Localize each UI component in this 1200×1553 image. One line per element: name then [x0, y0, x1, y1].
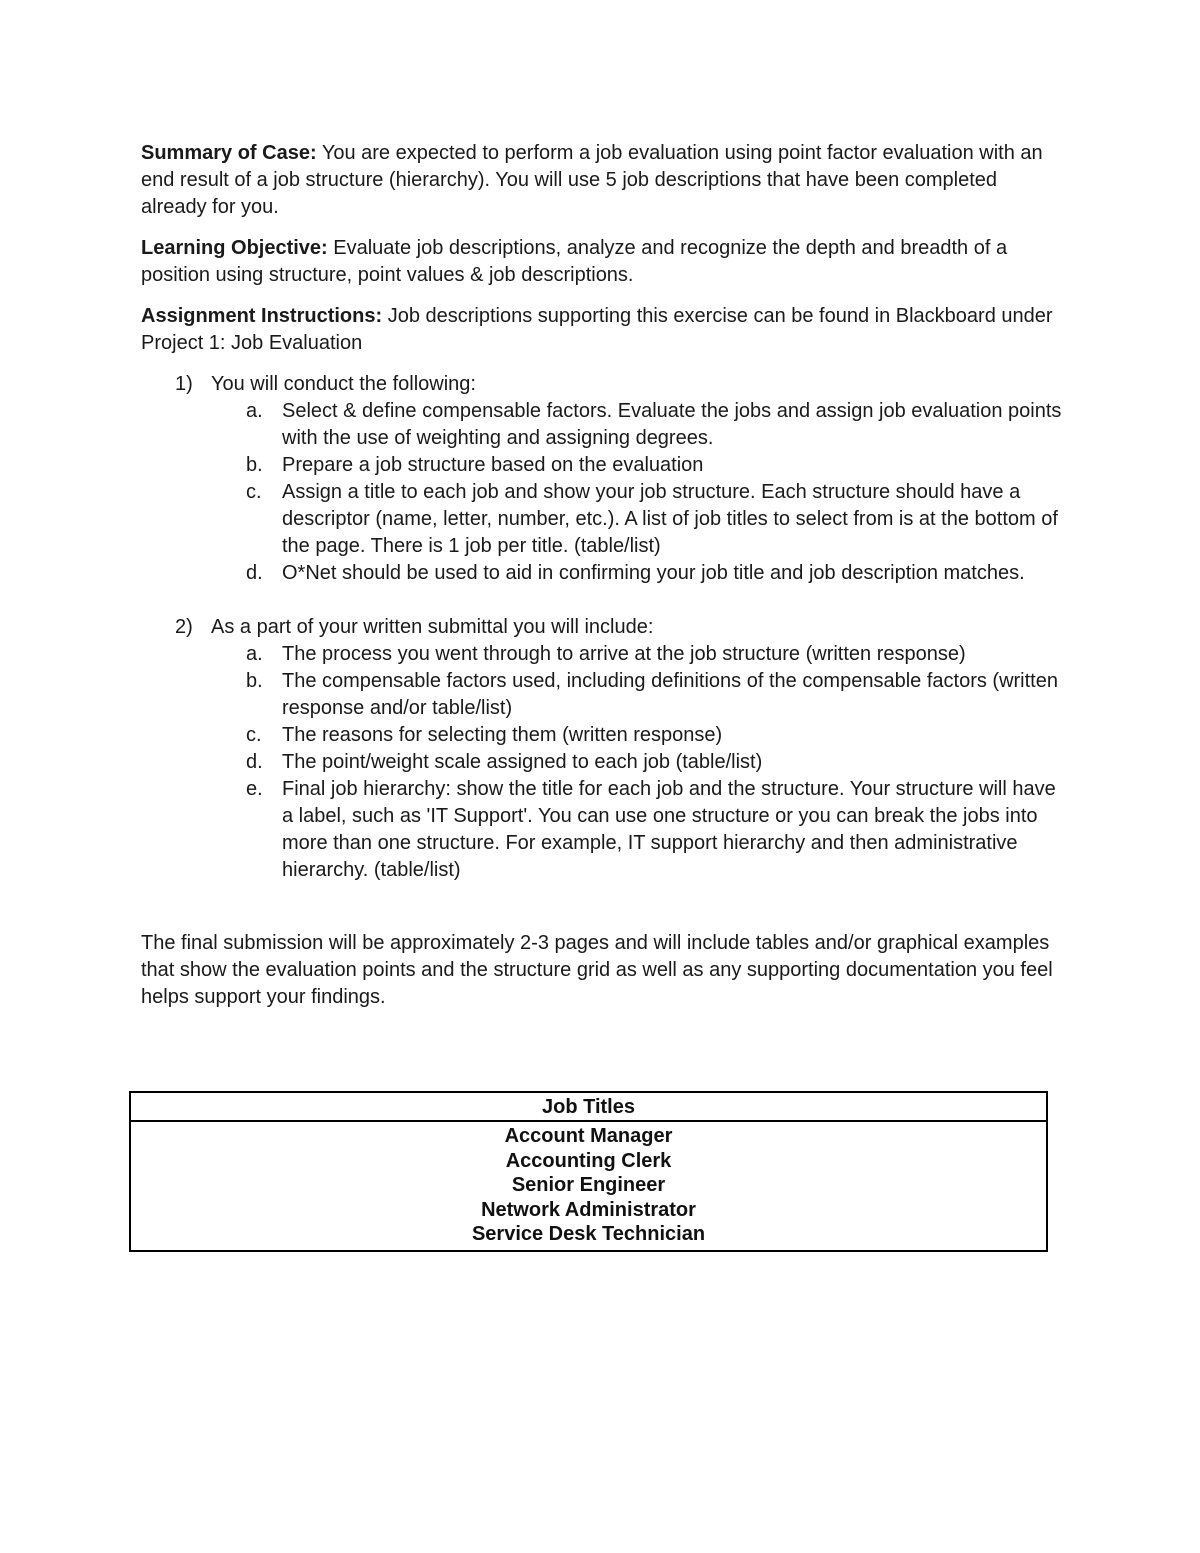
list-heading: As a part of your written submittal you will include: [211, 616, 654, 638]
sub-text: Assign a title to each job and show your job structure. Each structure should have a descriptor (name, letter, number, etc.). A list of job titles to select from is at the bottom of the page. There is 1 job per title. (table/list) [282, 481, 1058, 557]
sub-letter: b. [246, 670, 263, 692]
sub-letter: a. [246, 643, 263, 665]
sub-item [141, 749, 1066, 776]
job-title: Accounting Clerk [505, 1149, 672, 1172]
sub-item [141, 722, 1066, 749]
sub-letter: c. [246, 724, 262, 746]
sub-item [141, 641, 1066, 668]
sub-letter: d. [246, 562, 263, 584]
instructions-label: Assignment Instructions: [141, 305, 383, 327]
sub-text: The compensable factors used, including definitions of the compensable factors (written response and/or table/list) [282, 670, 1058, 719]
sub-text: The reasons for selecting them (written response) [282, 724, 723, 746]
list-item-2 [141, 614, 1066, 641]
sub-item [141, 668, 1066, 722]
sub-item [141, 776, 1066, 884]
sub-letter: c. [246, 481, 262, 503]
sub-text: Prepare a job structure based on the evaluation [282, 454, 704, 476]
final-submission-paragraph: The final submission will be approximately 2-3 pages and will include tables and/or graphical examples that show the evaluation points and the structure grid as well as any supporting documentation you feel helps support your findings. [141, 932, 1053, 1008]
job-title: Account Manager [504, 1125, 673, 1147]
sub-text: O*Net should be used to aid in confirming your job title and job description matches. [282, 562, 1025, 584]
submittal-list [141, 614, 1066, 884]
sub-letter: a. [246, 400, 263, 422]
job-title: Senior Engineer [511, 1174, 666, 1196]
sub-letter: d. [246, 751, 263, 773]
list-item-1 [141, 371, 1066, 398]
summary-text: You are expected to perform a job evaluation using point factor evaluation with an end result of a job structure (hierarchy). You will use 5 job descriptions that have been completed already for you. [141, 142, 1043, 218]
conduct-list [141, 371, 1066, 587]
sub-text: The process you went through to arrive at the job structure (written response) [282, 643, 966, 665]
sub-item [141, 452, 1066, 479]
document-page [141, 140, 1066, 1011]
job-titles-table [129, 1091, 1048, 1252]
summary-paragraph [141, 140, 1066, 221]
sub-item [141, 560, 1066, 587]
list-number: 1) [175, 373, 193, 395]
instructions-paragraph [141, 303, 1066, 357]
sub-letter: b. [246, 454, 263, 476]
sub-item [141, 479, 1066, 560]
job-title: Service Desk Technician [471, 1223, 706, 1245]
job-titles-cell [130, 1121, 1047, 1251]
sub-item [141, 398, 1066, 452]
instructions-text: Job descriptions supporting this exercise can be found in Blackboard under Project 1: Job Evaluation [141, 305, 1053, 354]
sub-text: Final job hierarchy: show the title for each job and the structure. Your structure will have a label, such as 'IT Support'. You can use one structure or you can break the jobs into more than one structure. For example, IT support hierarchy and then administrative hierarchy. (table/list) [282, 778, 1056, 881]
job-title: Network Administrator [481, 1198, 696, 1221]
objective-text: Evaluate job descriptions, analyze and recognize the depth and breadth of a position using structure, point values & job descriptions. [141, 237, 1008, 286]
sub-text: The point/weight scale assigned to each job (table/list) [282, 751, 763, 773]
objective-label: Learning Objective: [141, 237, 328, 259]
list-heading: You will conduct the following: [211, 373, 476, 395]
list-number: 2) [175, 616, 193, 638]
sub-letter: e. [246, 778, 263, 800]
objective-paragraph [141, 235, 1066, 289]
job-titles-header: Job Titles [130, 1092, 1047, 1121]
summary-label: Summary of Case: [141, 142, 317, 164]
sub-text: Select & define compensable factors. Evaluate the jobs and assign job evaluation points with the use of weighting and assigning degrees. [282, 400, 1062, 449]
